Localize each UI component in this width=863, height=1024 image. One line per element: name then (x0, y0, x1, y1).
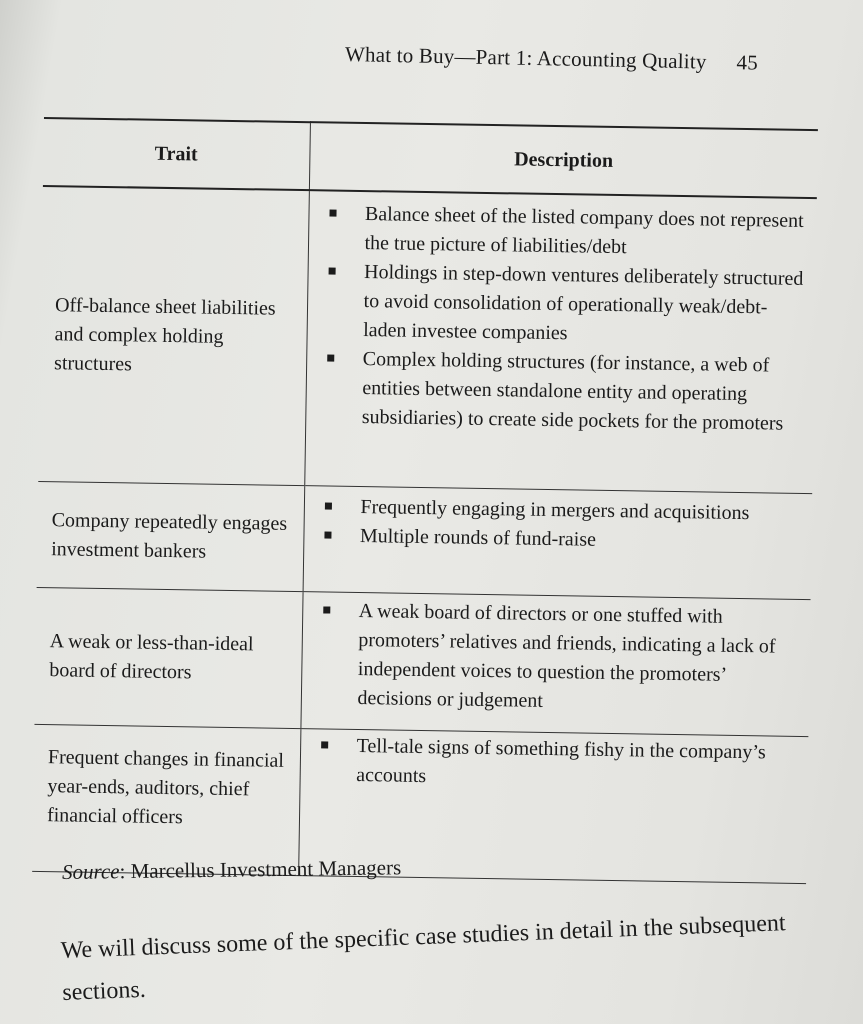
bullet-item (322, 199, 810, 265)
body-paragraph: We will discuss some of the specific case studies in detail in the subsequent sections. (60, 910, 787, 1006)
bullet-list (318, 492, 806, 558)
table-row (37, 481, 813, 599)
description-cell (303, 486, 813, 600)
square-bullet-icon (324, 502, 331, 509)
bullet-item (320, 344, 809, 439)
bullet-text: A weak board of directors or one stuffed with promoters’ relatives and friends, indicating a lack of independent voices to question the promoters’ decisions or judgement (357, 600, 776, 712)
bullet-list (315, 596, 804, 720)
bullet-item (321, 257, 810, 352)
description-cell (304, 190, 817, 493)
trait-cell: Off-balance sheet liabilities and complex holding structures (53, 293, 276, 375)
bullet-text: Frequently engaging in mergers and acquisitions (360, 496, 750, 525)
header-trait: Trait (154, 142, 198, 165)
trait-cell: Frequent changes in financial year-ends, auditors, chief financial officers (46, 746, 285, 829)
description-cell (300, 592, 810, 737)
square-bullet-icon (329, 209, 336, 216)
source-label: Source (61, 859, 120, 884)
table-header-row (43, 118, 818, 198)
bullet-list (314, 731, 802, 797)
traits-table-container (32, 117, 818, 884)
square-bullet-icon (323, 606, 330, 613)
square-bullet-icon (328, 267, 335, 274)
bullet-item (314, 731, 802, 797)
square-bullet-icon (321, 741, 328, 748)
running-head-title: What to Buy—Part 1: Accounting Quality (344, 42, 707, 74)
trait-cell: Company repeatedly engages investment bankers (51, 508, 288, 563)
header-description: Description (309, 122, 818, 198)
bullet-text: Balance sheet of the listed company does not represent the true picture of liabilities/debt (364, 203, 804, 259)
page-number: 45 (736, 50, 759, 75)
table-row (38, 186, 817, 494)
table-row (34, 587, 810, 736)
bullet-text: Holdings in step-down ventures deliberately structured to avoid consolidation of operationally weak/debt-laden investee companies (363, 261, 804, 345)
table-source-note (62, 855, 402, 885)
running-head (345, 42, 758, 76)
source-text: : Marcellus Investment Managers (119, 855, 402, 884)
bullet-text: Multiple rounds of fund-raise (359, 525, 597, 551)
bullet-text: Complex holding structures (for instance, a web of entities between standalone entity and operating subsidiaries) to create side pockets for the promoters (361, 348, 784, 435)
bullet-text: Tell-tale signs of something fishy in the company’s accounts (356, 734, 766, 788)
traits-table (32, 117, 818, 884)
trait-cell: A weak or less-than-ideal board of directors (49, 630, 254, 684)
bullet-item (315, 596, 804, 720)
square-bullet-icon (327, 354, 334, 361)
bullet-list (320, 199, 811, 439)
square-bullet-icon (324, 531, 331, 538)
